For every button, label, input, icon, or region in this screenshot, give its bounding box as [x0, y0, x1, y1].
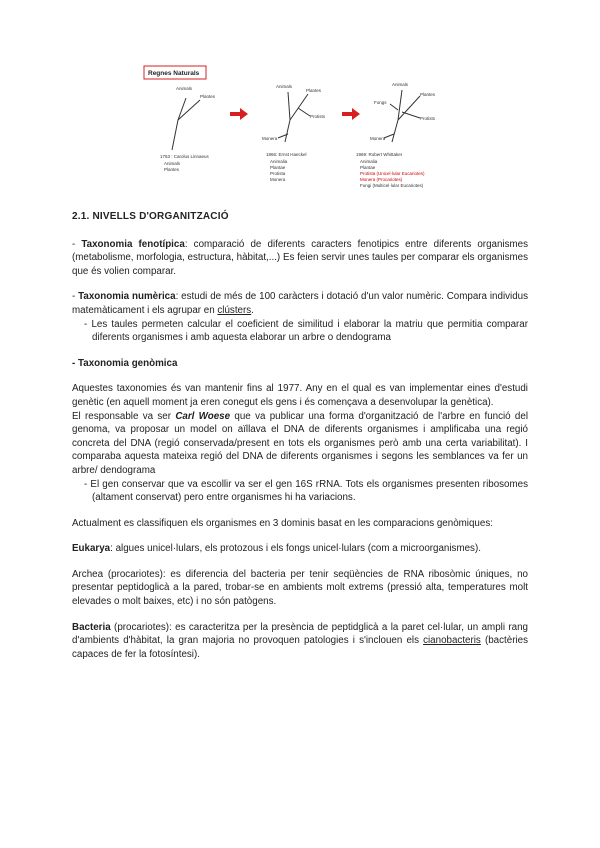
tree-3-item: Plantae — [360, 165, 376, 170]
tree-3-branch-2: Fongs — [374, 100, 387, 105]
tree-3-item: Protista (Unicel·lular Eucariotes) — [360, 171, 425, 176]
paragraph-woese: El responsable va ser Carl Woese que va publicar una forma d'organització de l'arbre en funció del genoma, va proposar un model on aïllava el DNA de diferents organismes i amplificaba una regió concreta del DNA (regió conservada/present en tots els organismes però amb una certa variabilitat). I comparaba aquesta mateixa regió del DNA de diferents organismes i segons les semblances va fer un arbre/ dendograma — [72, 410, 529, 476]
tree-1-item: Plantes — [164, 167, 180, 172]
tree-3-branch-3: Plantes — [420, 92, 436, 97]
heading-genomic: - Taxonomia genòmica — [72, 357, 178, 369]
tree-1-branch-2: Plantes — [200, 94, 216, 99]
tree-2-item: Protista — [270, 171, 286, 176]
sub-item-tables: - Les taules permeten calcular el coeficient de similitud i elaborar la matriu que permitia comparar diferents organismes i amb aquesta elaborar un arbre o dendograma — [84, 318, 528, 344]
tree-3-item: Monera (Procariotes) — [360, 177, 403, 182]
tree-3-year: 1969: Robert Whittaker — [356, 152, 403, 157]
term-numeric: Taxonomia numèrica — [78, 291, 176, 303]
section-title: 2.1. NIVELLS D'ORGANITZACIÓ — [72, 211, 229, 222]
tree-3-branch-4: Protists — [420, 116, 436, 121]
name-carl-woese: Carl Woese — [175, 410, 231, 422]
tree-2-item: Animalia — [270, 159, 288, 164]
term-phenotypic: Taxonomia fenotípica — [81, 238, 185, 250]
tree-2-lines — [278, 92, 310, 142]
tree-3-item: Fungi (Multicel·lular Eucariotes) — [360, 183, 424, 188]
paragraph-bacteria: Bacteria (procariotes): es caracteritza per la presència de peptidglicà a la paret cel·lular, un ampli rang d'ambients d'hàbitat, la gran majoria no provoquen patologies i s'inclouen els cianobacteris (bactèries capaces de fer la fotosíntesi). — [72, 621, 528, 660]
tree-2-item: Plantae — [270, 165, 286, 170]
kingdoms-diagram — [130, 60, 450, 210]
tree-2-branch-4: Monera — [262, 136, 278, 141]
tree-2-branch-3: Protists — [310, 114, 326, 119]
arrow-1 — [230, 108, 248, 120]
tree-1-lines — [172, 98, 200, 150]
paragraph-archea: Archea (procariotes): es diferencia del bacteria per tenir seqüències de RNA ribosòmic úniques, no presentar peptidoglicà a la pared, trobar-se en ambients molt extrems (pressió alta, temperatures molt elevades o molt baixes, etc) i no són patògens. — [72, 568, 528, 608]
document-body — [72, 210, 528, 661]
figure-title: Regnes Naturals — [148, 70, 200, 77]
kingdoms-figure — [130, 60, 450, 210]
link-clusters[interactable]: clústers — [217, 304, 252, 316]
tree-3-lines — [384, 90, 420, 142]
arrow-2 — [342, 108, 360, 120]
tree-2-item: Monera — [270, 177, 286, 182]
tree-2-branch-2: Plantes — [306, 88, 322, 93]
tree-3-item: Animalia — [360, 159, 378, 164]
tree-3-branch-1: Animals — [392, 82, 409, 87]
sub-item-16s: - El gen conservar que va escollir va ser el gen 16S rRNA. Tots els organismes presenten ribosomes (altament conservat) pero entre organismes hi ha variacions. — [84, 478, 528, 504]
tree-1-branch-1: Animals — [176, 86, 193, 91]
tree-2-branch-1: Animals — [276, 84, 293, 89]
paragraph-domains: Actualment es classifiquen els organismes en 3 dominis basat en les comparacions genòmiques: — [72, 517, 493, 529]
term-eukarya: Eukarya — [72, 543, 111, 555]
tree-1-year: 1753 : Carolus Linnaeus — [160, 154, 209, 159]
paragraph-history: Aquestes taxonomies és van mantenir fins al 1977. Any en el qual es van implementar eines d'estudi genètic (en aquell moment ja eren conegut els gens i és començava a desenvolupar la genètica). — [72, 383, 528, 408]
paragraph-phenotypic: - Taxonomia fenotípica: comparació de diferents caracters fenotipics entre diferents organismes (metabolisme, morfologia, estructura, hàbitat,...) Es feien servir unes taules per comparar els organismes que és volien comparar. — [72, 238, 528, 277]
tree-3-branch-5: Monera — [370, 136, 386, 141]
link-cianobacteris[interactable]: cianobacteris — [423, 635, 481, 647]
paragraph-numeric: - Taxonomia numèrica: estudi de més de 100 caràcters i dotació d'un valor numèric. Compara individus matemàticament i els agrupar en clústers. — [72, 291, 528, 316]
tree-1-item: Animals — [164, 161, 181, 166]
term-bacteria: Bacteria — [72, 621, 111, 633]
paragraph-eukarya: Eukarya: algues unicel·lulars, els protozous i els fongs unicel·lulars (com a microorganismes). — [72, 543, 481, 555]
tree-2-year: 1866: Ernst Haeckel — [266, 152, 307, 157]
